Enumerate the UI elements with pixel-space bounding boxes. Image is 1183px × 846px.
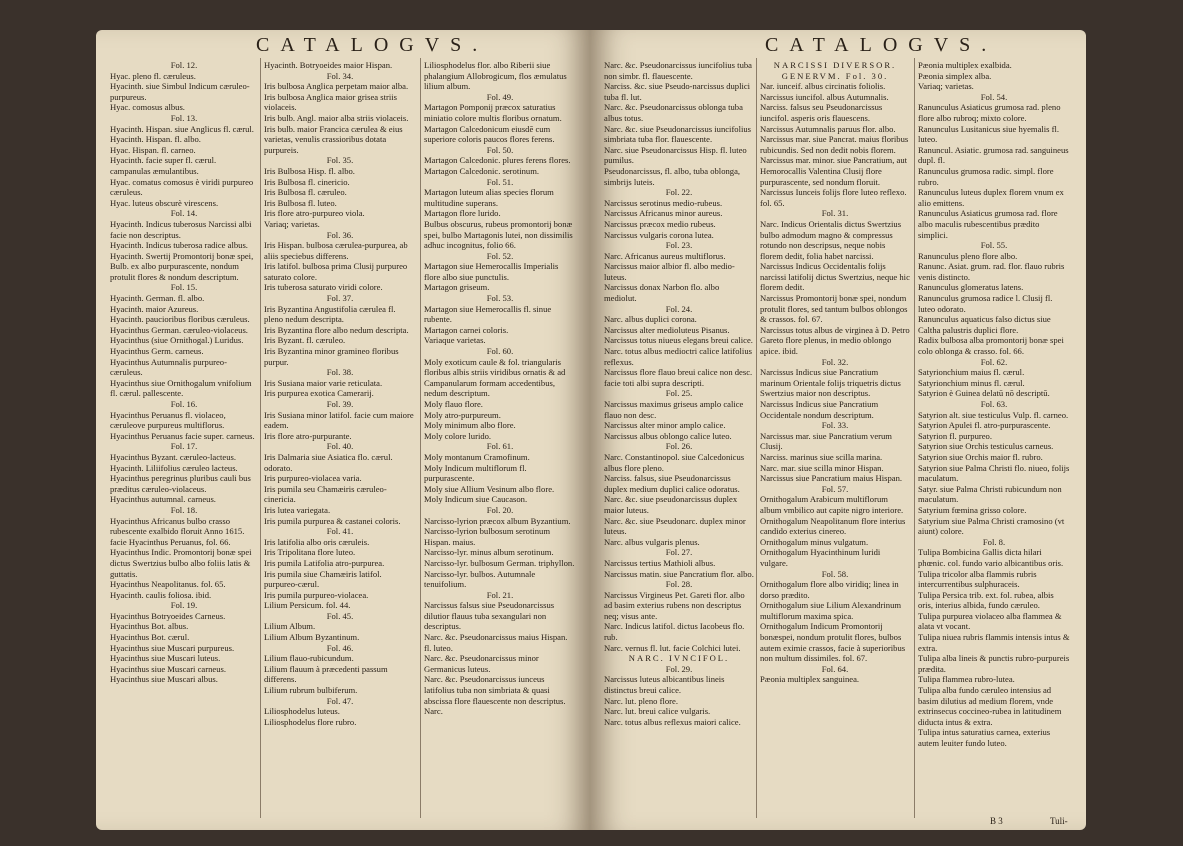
catalog-entry: Satyrion siue Orchis maior fl. rubro. (918, 451, 1043, 462)
catalog-entry: Ornithogalum Arabicum multiflorum album vmbilico aut capite nigro interiore. (760, 494, 904, 515)
catalog-entry: Narcissus flore flauo breui calice non desc. facie toti albi supra descripti. (604, 367, 753, 388)
catalog-entry: Tulipa tricolor alba flammis rubris intercurrentibus sulphuraceis. (918, 568, 1037, 590)
catalog-entry: Hyac. pleno fl. cæruleus. (110, 70, 196, 81)
catalog-entry: Ornithogalum Hyacinthinum luridi vulgare. (760, 547, 881, 568)
folio-heading: Fol. 38. (326, 367, 354, 378)
catalog-entry: Hyacinth. Liliifolius cæruleo lacteus. (110, 462, 238, 473)
catalog-entry: Ornithogalum Neapolitanum flore interius candido exterius cinereo. (760, 515, 906, 537)
catalog-entry: Lilium Album. (264, 621, 316, 632)
right-page (590, 30, 1086, 830)
folio-heading: Fol. 33. (821, 420, 849, 431)
catalog-entry: Liliosphodelus flor. albo Riberii siue phalangium Allobrogicum, flos æmulatus lilium album. (424, 60, 567, 92)
catalog-entry: Tulipa niuea rubris flammis intensis intus & extra. (918, 632, 1070, 653)
catalog-entry: Narcissus mar. siue Pancratium verum Clusij. (760, 430, 892, 452)
column-rule (914, 58, 915, 818)
catalog-entry: Ranunculus luteus duplex florem vnum ex alio emittens. (918, 187, 1064, 208)
catalog-entry: Pseudonarcissus, fl. albo, tuba oblonga, simbrijs luteis. (604, 165, 741, 187)
catalog-entry: Satyrium fœmina grisso colore. (918, 504, 1027, 515)
catalog-entry: Iris Bulbosa fl. luteo. (264, 197, 337, 208)
folio-heading: Fol. 25. (665, 388, 693, 399)
catalog-entry: Lilium flauo-rubicundum. (264, 653, 354, 664)
catalog-entry: Narcissus luteus albicantibus lineis distinctus breui calice. (604, 674, 725, 696)
catalog-entry: Hyacinthus siue Muscari purpureus. (110, 642, 235, 653)
catalog-entry: Narc. Indicus Orientalis dictus Swertzius bulbo admodum magno & compressus rotundo non descripsus, neque nobis florem dedit, folia habet narcissi. (760, 218, 902, 261)
catalog-entry: Iris Bulbosa Hisp. fl. albo. (264, 165, 355, 176)
catalog-entry: Hyacinthus siue Muscari carneus. (110, 663, 226, 674)
catalog-entry: Narcissus falsus siue Pseudonarcissus dilutior flauus tuba sexangulari non descriptus. (424, 600, 555, 632)
catalog-entry: Narcissus vulgaris corona lutea. (604, 229, 714, 240)
folio-heading: Fol. 13. (170, 112, 198, 123)
catalog-entry: Radix bulbosa alba promontorij bonæ spei colo oblonga & crasso. fol. 66. (918, 335, 1064, 357)
catalog-entry: Satyr. siue Palma Christi rubicundum non maculatum. (918, 483, 1062, 505)
catalog-entry: Hyacinthus Byzant. cæruleo-lacteus. (110, 451, 237, 462)
catalog-entry: Variaq; varietas. (264, 218, 320, 229)
catalog-entry: Ornithogalum flore albo viridiq; linea in dorso prædito. (760, 579, 899, 600)
catalog-entry: Martagon Calcedonic. serotinum. (424, 165, 540, 176)
catalog-entry: Narcissus maior albior fl. albo medio-luteus. (604, 261, 735, 282)
catalog-entry: Iris bulbosa Anglica maior grisea striis violaceis. (264, 91, 397, 113)
folio-heading: Fol. 12. (170, 60, 198, 70)
catalog-entry: Hyac. comosus albus. (110, 102, 185, 113)
catalog-entry: Hyac. comatus comosus è viridi purpureo cæruleus. (110, 176, 254, 198)
catalog-entry: Satyrionchium minus fl. cærul. (918, 377, 1025, 388)
catalog-entry: Hyacinthus Germ. carneus. (110, 346, 204, 357)
catalog-entry: Narcissus totus albus de virginea à D. Petro Gareto flore plenus, in medio oblongo apice. ibid. (760, 324, 910, 357)
column-rule (420, 58, 421, 818)
catalog-entry: Satyrium siue Palma Christi cramosino (vt aiunt) colore. (918, 515, 1065, 537)
folio-heading: Fol. 39. (326, 399, 354, 409)
catalog-entry: Martagon siue Hemerocallis Imperialis flore albo siue punctulis. (424, 261, 559, 282)
folio-heading: Fol. 18. (170, 504, 198, 515)
catalog-entry: Ranunculus grumosa radic. simpl. flore rubro. (918, 165, 1054, 187)
page-header: CATALOGVS. (256, 34, 489, 56)
catalog-entry: Moly minimum albo flore. (424, 420, 516, 431)
catalog-entry: Narcisso-lyr. minus album serotinum. (424, 547, 554, 558)
catalog-entry: Narcissus Indicus Occidentalis folijs narcissi latifolij dictus Swertzius, neque hic florem dedit. (760, 261, 910, 293)
catalog-entry: Martagon Calcedonic. plures ferens flores. (424, 155, 571, 166)
catalog-entry: Tulipa flammea rubro-lutea. (918, 674, 1015, 685)
catalog-entry: Satyrion è Guinea delatū nō descriptū. (918, 388, 1050, 399)
catalog-entry: Hyacinthus Bot. albus. (110, 621, 189, 632)
folio-heading: Fol. 51. (486, 176, 514, 187)
catalog-entry: Narc. Africanus aureus multiflorus. (604, 250, 726, 261)
catalog-entry: Narc. siue Pseudonarcissus Hisp. fl. luteo pumilus. (604, 144, 747, 166)
folio-heading: Fol. 29. (665, 663, 693, 674)
catalog-entry: Iris Susiana maior varie reticulata. (264, 377, 383, 388)
catalog-entry: Narcissus totus niueus elegans breui calice. (604, 335, 753, 346)
catalog-entry: Iris Byzantina minor gramineo floribus purpur. (264, 346, 399, 367)
catalog-entry: Tulipa Bombicina Gallis dicta hilari phœnic. col. fundo vario albicantibus oris. (918, 547, 1064, 568)
folio-heading: Fol. 58. (821, 568, 849, 579)
catalog-entry: Hyacinthus siue Ornithogalum vnifolium fl. cærul. pallescente. (110, 377, 252, 399)
catalog-entry: Hyacinth. Botryoeides maior Hispan. (264, 60, 393, 70)
catalog-entry: Iris pumila purpureo-violacea. (264, 589, 369, 600)
catalog-entry: Iris purpureo-violacea varia. (264, 473, 362, 484)
catalog-entry: Nar. iunceif. albus circinatis foliolis. (760, 81, 886, 92)
catalog-entry: Hyacinthus peregrinus pluribus cauli bus præditus cæruleo-violaceus. (110, 473, 251, 494)
catalog-entry: Ranunculus pleno flore albo. (918, 250, 1018, 261)
catalog-entry: Hyacinthus siue Muscari luteus. (110, 653, 221, 664)
folio-heading: Fol. 31. (821, 208, 849, 219)
catalog-entry: Iris Bulbosa fl. cinericio. (264, 176, 350, 187)
catalog-entry: Narcissus alter medioluteus Pisanus. (604, 324, 730, 335)
catalog-entry: Martagon Pomponij præcox saturatius miniatio colore multis floribus ornatum. (424, 102, 562, 123)
folio-heading: Fol. 23. (665, 240, 693, 251)
catalog-entry: Pæonia simplex alba. (918, 70, 992, 81)
folio-heading: Fol. 36. (326, 229, 354, 240)
catalog-entry: Lilium rubrum bulbiferum. (264, 685, 358, 696)
catalog-entry: Liliosphodelus flore rubro. (264, 716, 357, 727)
catalog-entry: Narc. totus albus reflexus maiori calice. (604, 716, 741, 727)
catalog-entry: Narc. lut. breui calice vulgaris. (604, 706, 711, 717)
catalog-entry: Lilium Album Byzantinum. (264, 632, 360, 643)
catalog-entry: Narcissus iuncifol. albus Autumnalis. (760, 91, 889, 102)
catalog-entry: Narc. albus duplici corona. (604, 314, 697, 325)
catalog-entry: Martagon griseum. (424, 282, 490, 293)
catalog-entry: Narciss. falsus, siue Pseudonarcissus duplex medium duplici calice odoratus. (604, 473, 740, 494)
folio-heading: Fol. 50. (486, 144, 514, 155)
folio-heading: Fol. 15. (170, 282, 198, 293)
catalog-entry: Liliosphodelus luteus. (264, 706, 340, 717)
catalog-entry: Satyrion Apulei fl. atro-purpurascente. (918, 420, 1051, 431)
catalog-entry: Narciss. marinus siue scilla marina. (760, 451, 883, 462)
folio-heading: Fol. 60. (486, 346, 514, 357)
catalog-entry: Iris pumila Latifolia atro-purpurea. (264, 557, 385, 568)
catalog-entry: Narcisso-lyr. bulbos. Autumnale tenuifolium. (424, 568, 536, 590)
catalog-entry: Iris Byzantina Angustifolia cærulea fl. pleno nedum descripta. (264, 303, 396, 325)
catalog-entry: Hyacinth. facie super fl. cærul. campanulas æmulantibus. (110, 155, 217, 176)
folio-heading: Fol. 19. (170, 600, 198, 611)
folio-heading: Fol. 47. (326, 695, 354, 706)
folio-heading: Fol. 24. (665, 303, 693, 314)
catalog-entry: NARCISSI DIVERSOR. GENERVM. Fol. 30. (773, 60, 897, 81)
catalog-entry: Moly exoticum caule & fol. triangularis floribus albis striis viridibus ornatis & ad Campanularum formam accedentibus, nedum descriptum. (424, 356, 566, 399)
catalog-entry: Hyacinthus Botryoeides Carneus. (110, 610, 226, 621)
catchword: Tuli- (1050, 816, 1068, 826)
folio-heading: Fol. 8. (982, 536, 1006, 547)
catalog-entry: Iris latifolia albo oris cæruleis. (264, 536, 370, 547)
folio-heading: Fol. 27. (665, 547, 693, 558)
signature-mark: B 3 (990, 816, 1003, 826)
catalog-entry: Ornithogalum siue Lilium Alexandrinum multiflorum maxima spica. (760, 600, 902, 621)
catalog-entry: Martagon flore lurido. (424, 208, 501, 219)
folio-heading: Fol. 61. (486, 441, 514, 452)
catalog-entry: Variaq; varietas. (918, 81, 974, 92)
left-column-3 (424, 60, 576, 717)
catalog-entry: Narcissus donax Narbon flo. albo mediolut. (604, 282, 720, 304)
folio-heading: Fol. 14. (170, 208, 198, 219)
folio-heading: Fol. 40. (326, 441, 354, 452)
catalog-entry: Hyacinth. Hispan. fl. albo. (110, 134, 201, 145)
catalog-entry: Hyacinth. Hispan. siue Anglicus fl. cærul. (110, 123, 254, 134)
folio-heading: Fol. 21. (486, 589, 514, 600)
right-column-3 (918, 60, 1070, 749)
folio-heading: Fol. 62. (980, 356, 1008, 367)
catalog-entry: Iris pumila seu Chamæiris cæruleo-cinericia. (264, 483, 387, 505)
folio-heading: Fol. 54. (980, 91, 1008, 102)
catalog-entry: Hyacinth. Swertij Promontorij bonæ spei, Bulb. ex albo purpurascente, nondum protulit flores & nondum descriptum. (110, 250, 254, 282)
left-column-1 (110, 60, 258, 685)
catalog-entry: Moly montanum Cramofinum. (424, 451, 530, 462)
catalog-entry: Narcissus Promontorij bonæ spei, nondum protulit flores, sed tantum bulbos oblongos & crassos. fol. 67. (760, 293, 908, 325)
catalog-entry: Hyacinth. maior Azureus. (110, 303, 199, 314)
catalog-entry: Satyrion siue Orchis testiculus carneus. (918, 441, 1054, 452)
folio-heading: Fol. 41. (326, 526, 354, 537)
folio-heading: Fol. 45. (326, 610, 354, 621)
catalog-entry: Narcissus mar. minor. siue Pancratium, aut Hemorocallis Valentina Clusij flore purpurascente, sed nondum floruit. (760, 155, 908, 187)
catalog-entry: Narcissus matin. siue Pancratium flor. albo. (604, 568, 754, 579)
catalog-entry: Ranunculus Asiaticus grumosa rad. flore albo maculis rubescentibus prædito simplici. (918, 208, 1058, 240)
catalog-entry: Pæonia multiplex sanguinea. (760, 674, 860, 685)
catalog-entry: Narcissus Indicus siue Pancratium Occidentale nondum descriptum. (760, 399, 879, 420)
catalog-entry: Martagon siue Hemerocallis fl. sinue rubente. (424, 303, 552, 325)
page-header: CATALOGVS. (765, 34, 998, 56)
catalog-entry: Narc. &c. siue pseudonarcissus duplex maior luteus. (604, 494, 738, 515)
catalog-entry: Iris pumila purpurea & castanei coloris. (264, 515, 401, 526)
catalog-entry: Hyacinth. siue Simbul Indicum cæruleo-purpureus. (110, 81, 250, 102)
catalog-entry: Hyacinthus autumnal. carneus. (110, 494, 216, 505)
catalog-entry: Iris Tripolitana flore luteo. (264, 547, 356, 558)
folio-heading: Fol. 55. (980, 240, 1008, 251)
catalog-entry: Narc. &c. siue Pseudonarc. duplex minor luteus. (604, 515, 746, 537)
catalog-entry: Narcissus Indicus siue Pancratium marinum Orientale folijs triquetris dictus Swertzius maior non descriptus. (760, 367, 901, 399)
catalog-entry: Iris Byzant. fl. cæruleo. (264, 335, 346, 346)
catalog-entry: Tulipa purpurea violaceo alba flammea & alata vt vocant. (918, 610, 1062, 632)
catalog-entry: Iris Dalmaria siue Asiatica flo. cærul. odorato. (264, 451, 393, 473)
column-rule (260, 58, 261, 818)
catalog-entry: Narcissus alter minor amplo calice. (604, 420, 726, 431)
folio-heading: Fol. 37. (326, 293, 354, 304)
catalog-entry: Narcissus Virgineus Pet. Gareti flor. albo ad basim exterius rubens non descriptus neq; visus ante. (604, 589, 745, 621)
catalog-entry: Satyrion fl. purpureo. (918, 430, 992, 441)
catalog-entry: Hyacinthus German. cæruleo-violaceus. (110, 324, 248, 335)
catalog-entry: Iris tuberosa saturato viridi colore. (264, 282, 383, 293)
catalog-entry: Ranunc. Asiat. grum. rad. flor. flauo rubris venis distincto. (918, 261, 1065, 282)
catalog-entry: Hyacinth. caulis foliosa. ibid. (110, 589, 212, 600)
catalog-entry: Iris flore atro-purpurante. (264, 430, 352, 441)
folio-heading: Fol. 26. (665, 441, 693, 452)
folio-heading: Fol. 64. (821, 663, 849, 674)
catalog-entry: Hyacinth. paucioribus floribus cæruleus. (110, 314, 250, 325)
catalog-entry: Narcissus Iunceis folijs flore luteo reflexo. fol. 65. (760, 187, 907, 208)
catalog-entry: Hyacinthus siue Muscari albus. (110, 674, 218, 685)
catalog-entry: Narc. lut. pleno flore. (604, 695, 678, 706)
catalog-entry: Satyrion alt. siue testiculus Vulp. fl. carneo. (918, 409, 1069, 420)
catalog-entry: Iris pumila siue Chamæiris latifol. purpureo-cærul. (264, 568, 382, 590)
catalog-entry: Narciss. falsus seu Pseudonarcissus iuncifol. asperis oris flauescens. (760, 102, 883, 123)
catalog-entry: Narc. vernus fl. lut. facie Colchici lutei. (604, 642, 741, 653)
catalog-entry: Moly Indicum siue Caucason. (424, 494, 528, 505)
folio-heading: Fol. 17. (170, 441, 198, 452)
catalog-entry: Narcisso-lyrion bulbosum serotinum Hispan. maius. (424, 526, 551, 547)
catalog-entry: Lilium flauum à præcedenti passum differens. (264, 663, 388, 685)
catalog-entry: Narcissus albus oblongo calice luteo. (604, 430, 732, 441)
catalog-entry: Ranunculus aquaticus falso dictus siue Caltha palustris duplici flore. (918, 314, 1051, 335)
folio-heading: Fol. 32. (821, 356, 849, 367)
catalog-entry: Hyacinthus Bot. cærul. (110, 632, 190, 643)
catalog-entry: Hyacinthus Africanus bulbo crasso rubescente exalbido floruit Anno 1615. facie Hyacinthus Peruanus, fol. 66. (110, 515, 245, 547)
folio-heading: Fol. 63. (980, 399, 1008, 409)
folio-heading: Fol. 28. (665, 579, 693, 590)
catalog-entry: Iris bulb. maior Francica cærulea & eius varietas, venulis crassioribus dotata purpureis. (264, 123, 403, 155)
catalog-entry: Martagon luteum alias species florum multitudine superans. (424, 187, 554, 208)
catalog-entry: Narc. mar. siue scilla minor Hispan. (760, 462, 884, 473)
folio-heading: Fol. 20. (486, 504, 514, 515)
catalog-entry: Narcissus serotinus medio-rubeus. (604, 197, 723, 208)
catalog-entry: Narcissus Autumnalis paruus flor. albo. (760, 123, 896, 134)
catalog-entry: Moly siue Allium Vesinum albo flore. (424, 483, 555, 494)
catalog-entry: Bulbus obscurus, rubeus promontorij bonæ spei, bulbo Martagonis lutei, non dissimilis adhuc incognitus, folio 66. (424, 218, 573, 251)
catalog-entry: Narcissus mar. siue Pancrat. maius floribus rubicundis. Sed non dedit nobis florem. (760, 134, 909, 155)
catalog-entry: Narc. &c. Pseudonarcissus minor Germanicus luteus. (424, 653, 539, 674)
catalog-entry: Moly atro-purpureum. (424, 409, 501, 420)
catalog-entry: Satyrionchium maius fl. cærul. (918, 367, 1025, 378)
catalog-entry: Martagon Calcedonicum eiusdē cum superiore coloris paucos flores ferens. (424, 123, 555, 145)
catalog-entry: Narc. &c. Pseudonarcissus iunceus latifolius tuba non simbriata & quasi abscissa flore flauescente non descriptus. (424, 674, 566, 706)
catalog-entry: Iris lutea variegata. (264, 504, 331, 515)
catalog-entry: Narc. &c. Pseudonarcissus maius Hispan. fl. luteo. (424, 632, 568, 653)
catalog-entry: Hyacinthus Peruanus facie super. carneus. (110, 430, 255, 441)
catalog-entry: Iris Byzantina flore albo nedum descripta. (264, 324, 409, 335)
catalog-entry: Tulipa Persica trib. ext. fol. rubea, albis oris, interius albida, fundo cæruleo. (918, 589, 1054, 611)
folio-heading: Fol. 22. (665, 187, 693, 198)
catalog-entry: Narcissus siue Pancratium maius Hispan. (760, 473, 903, 484)
folio-heading: Fol. 52. (486, 250, 514, 261)
catalog-entry: Narcisso-lyr. bulbosum German. triphyllon. (424, 557, 575, 568)
catalog-entry: Narc. (424, 706, 443, 717)
catalog-entry: Hyacinth. German. fl. albo. (110, 293, 205, 304)
catalog-entry: Hyacinthus Autumnalis purpureo-cæruleus. (110, 356, 227, 378)
catalog-entry: Narc. Constantinopol. siue Calcedonicus albus flore pleno. (604, 451, 745, 473)
catalog-entry: Ornithogalum minus vulgatum. (760, 536, 869, 547)
catalog-entry: Narcissus maximus griseus amplo calice flauo non desc. (604, 399, 744, 420)
folio-heading: Fol. 53. (486, 293, 514, 304)
catalog-entry: Moly colore lurido. (424, 430, 492, 441)
catalog-entry: Martagon carnei coloris. (424, 324, 509, 335)
catalog-entry: Ornithogalum Indicum Promontorij bonæspei, nondum protulit flores, bulbos autem eximie crassos, facie à superioribus non multum dissimiles. fol. 67. (760, 621, 906, 664)
folio-heading: Fol. 57. (821, 483, 849, 494)
catalog-entry: Lilium Persicum. fol. 44. (264, 600, 351, 611)
catalog-entry: Tulipa alba lineis & punctis rubro-purpureis prædita. (918, 653, 1070, 674)
right-column-1 (604, 60, 754, 727)
catalog-entry: Ranunculus glomeratus latens. (918, 282, 1024, 293)
catalog-entry: NARC. IVNCIFOL. (628, 653, 730, 664)
catalog-entry: Narc. &c. Pseudonarcissus oblonga tuba albus totus. (604, 102, 743, 123)
catalog-entry: Narc. albus vulgaris plenus. (604, 536, 700, 547)
catalog-entry: Iris latifol. bulbosa prima Clusij purpureo saturato colore. (264, 261, 408, 282)
catalog-entry: Hyacinth. Indicus tuberosa radice albus. (110, 240, 248, 251)
catalog-entry: Iris Bulbosa fl. cæruleo. (264, 187, 347, 198)
folio-heading: Fol. 16. (170, 399, 198, 409)
catalog-entry: Hyacinthus Indic. Promontorij bonæ spei dictus Swertzius bulbo albo foliis latis & guttatis. (110, 547, 252, 579)
catalog-entry: Ranuncul. Asiatic. grumosa rad. sanguineus dupl. fl. (918, 144, 1069, 166)
catalog-entry: Tulipa intus saturatius carnea, exterius autem leuiter fundo luteo. (918, 727, 1051, 748)
catalog-entry: Pæonia multiplex exalbida. (918, 60, 1012, 70)
folio-heading: Fol. 35. (326, 155, 354, 166)
catalog-entry: Hyac. luteus obscurè virescens. (110, 197, 219, 208)
catalog-entry: Iris Hispan. bulbosa cærulea-purpurea, ab aliis speciebus differens. (264, 240, 408, 261)
catalog-entry: Iris flore atro-purpureo viola. (264, 208, 365, 219)
catalog-entry: Moly Indicum multiflorum fl. purpurascente. (424, 462, 527, 484)
folio-heading: Fol. 49. (486, 91, 514, 102)
catalog-entry: Ranunculus grumosa radice l. Clusij fl. luteo odorato. (918, 293, 1053, 314)
catalog-entry: Variaque varietas. (424, 335, 486, 346)
catalog-entry: Hyacinthus Peruanus fl. violaceo, cæruleove purpureus multiflorus. (110, 409, 226, 431)
left-page (96, 30, 590, 830)
folio-heading: Fol. 46. (326, 642, 354, 653)
catalog-entry: Narciss. &c. siue Pseudo-narcissus duplici tuba fl. lut. (604, 81, 751, 102)
catalog-entry: Ranunculus Lusitanicus siue hyemalis fl. luteo. (918, 123, 1060, 145)
catalog-entry: Ranunculus Asiaticus grumosa rad. pleno flore albo rubroq; mixto colore. (918, 102, 1061, 123)
catalog-entry: Narcissus Africanus minor aureus. (604, 208, 723, 219)
catalog-entry: Narcisso-lyrion præcox album Byzantium. (424, 515, 571, 526)
folio-heading: Fol. 34. (326, 70, 354, 81)
catalog-entry: Narc. totus albus medioctri calice latifolius reflexus. (604, 346, 752, 367)
catalog-entry: Hyacinthus (siue Ornithogal.) Luridus. (110, 335, 244, 346)
catalog-entry: Narcissus tertius Mathioli albus. (604, 557, 716, 568)
left-column-2 (264, 60, 416, 727)
catalog-entry: Hyacinthus Neapolitanus. fol. 65. (110, 579, 226, 590)
catalog-entry: Tulipa alba fundo cæruleo intensius ad basim dilutius ad medium florem, vnde extrinsecus coccineo-rubea in latitudinem diducta intus & extra. (918, 685, 1062, 727)
column-rule (756, 58, 757, 818)
catalog-entry: Narc. &c. siue Pseudonarcissus iuncifolius simbriata tuba flor. flauescente. (604, 123, 752, 145)
catalog-entry: Iris purpurea exotica Camerarij. (264, 388, 374, 399)
catalog-entry: Iris bulb. Angl. maior alba striis violaceis. (264, 112, 409, 123)
catalog-entry: Iris bulbosa Anglica perpetam maior alba. (264, 81, 409, 92)
catalog-entry: Narcissus præcox medio rubeus. (604, 218, 716, 229)
catalog-entry: Narc. &c. Pseudonarcissus iuncifolius tuba non simbr. fl. flauescente. (604, 60, 752, 81)
catalog-entry: Moly flauo flore. (424, 399, 483, 409)
catalog-entry: Hyac. Hispan. fl. carneo. (110, 144, 196, 155)
catalog-entry: Hyacinth. Indicus tuberosus Narcissi albi facie non descriptus. (110, 218, 252, 240)
catalog-entry: Narc. Indicus latifol. dictus Iacobeus flo. rub. (604, 621, 745, 643)
right-column-2 (760, 60, 910, 685)
catalog-entry: Satyrion siue Palma Christi flo. niueo, folijs maculatum. (918, 462, 1070, 484)
catalog-entry: Iris Susiana minor latifol. facie cum maiore eadem. (264, 409, 414, 431)
